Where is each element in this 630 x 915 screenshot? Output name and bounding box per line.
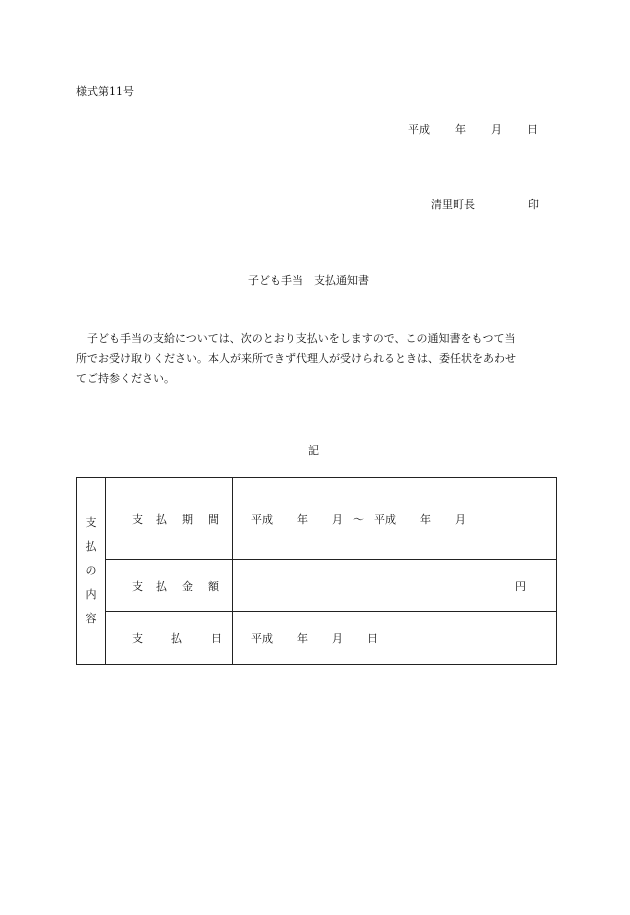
body-line-1: 子ども手当の支給については、次のとおり支払いをしますので、この通知書をもつて当 bbox=[87, 332, 516, 345]
label-payment-amount: 支 払 金 額 bbox=[106, 560, 233, 612]
value-payment-date: 平成 年 月 日 bbox=[233, 612, 557, 665]
table-row bbox=[77, 612, 557, 665]
form-number: 様式第11号 bbox=[76, 85, 134, 98]
date-month: 月 bbox=[491, 123, 502, 136]
date-era: 平成 bbox=[408, 123, 430, 136]
value-payment-amount bbox=[233, 560, 557, 612]
date-line bbox=[408, 124, 538, 135]
issuer-seal: 印 bbox=[528, 198, 539, 211]
body-line-2: 所でお受け取りください。本人が来所できず代理人が受けられるときは、委任状をあわせ bbox=[76, 352, 516, 365]
label-payment-period: 支 払 期 間 bbox=[106, 478, 233, 560]
label-payment-date: 支 払 日 bbox=[106, 612, 233, 665]
issuer-line bbox=[431, 199, 539, 210]
yen-unit: 円 bbox=[515, 579, 526, 593]
date-day: 日 bbox=[527, 123, 538, 136]
value-payment-period: 平成 年 月 〜 平成 年 月 bbox=[233, 478, 557, 560]
table-row bbox=[77, 478, 557, 560]
side-header: 支 払 の 内 容 bbox=[77, 478, 106, 665]
issuer-name: 清里町長 bbox=[431, 198, 475, 211]
body-line-3: てご持参ください。 bbox=[76, 372, 175, 385]
ki-heading: 記 bbox=[308, 444, 319, 457]
table-row bbox=[77, 560, 557, 612]
date-year: 年 bbox=[455, 123, 466, 136]
payment-details-table bbox=[76, 477, 557, 665]
body-paragraph bbox=[76, 329, 556, 389]
document-title: 子ども手当 支払通知書 bbox=[248, 274, 369, 287]
